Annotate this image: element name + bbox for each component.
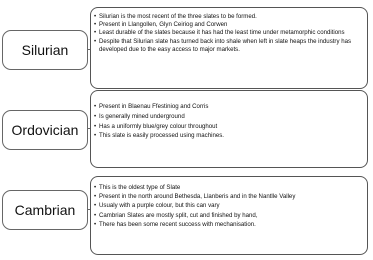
cambrian-point-1: • This is the oldest type of Slate [94,183,362,192]
ordovician-point-3: • Has a uniformly blue/grey colour throughout [94,122,362,132]
silurian-bullet-list [94,13,362,54]
silurian-details [90,7,368,89]
ordovician-bullet-list [94,102,362,141]
silurian-point-3: • Least durable of the slates because it has had the least time under metamorphic conditions [94,29,362,37]
silurian-point-1: • Silurian is the most recent of the three slates to be formed. [94,13,362,21]
ordovician-label: Ordovician [2,110,88,150]
cambrian-point-4: • Cambrian Slates are mostly split, cut and finished by hand, [94,211,362,220]
cambrian-details [90,176,368,255]
silurian-point-2: • Present in Llangollen, Glyn Ceiriog and Corwen [94,21,362,29]
ordovician-point-4: • This slate is easily processed using machines. [94,131,362,141]
silurian-point-4: • Despite that Silurian slate has turned back into shale when left in slate heaps the industry has developed due to the easy access to major markets. [94,38,362,54]
silurian-label: Silurian [2,30,88,70]
cambrian-bullet-list [94,183,362,229]
cambrian-point-2: • Present in the north around Bethesda, Llanberis and in the Nantlle Valley [94,192,362,201]
ordovician-point-2: • Is generally mined underground [94,112,362,122]
ordovician-details [90,90,368,168]
cambrian-label: Cambrian [2,190,88,230]
cambrian-point-3: • Usualy with a purple colour, but this can vary [94,201,362,210]
cambrian-point-5: • There has been some recent success with mechanisation. [94,220,362,229]
ordovician-point-1: • Present in Blaenau Ffestiniog and Corris [94,102,362,112]
